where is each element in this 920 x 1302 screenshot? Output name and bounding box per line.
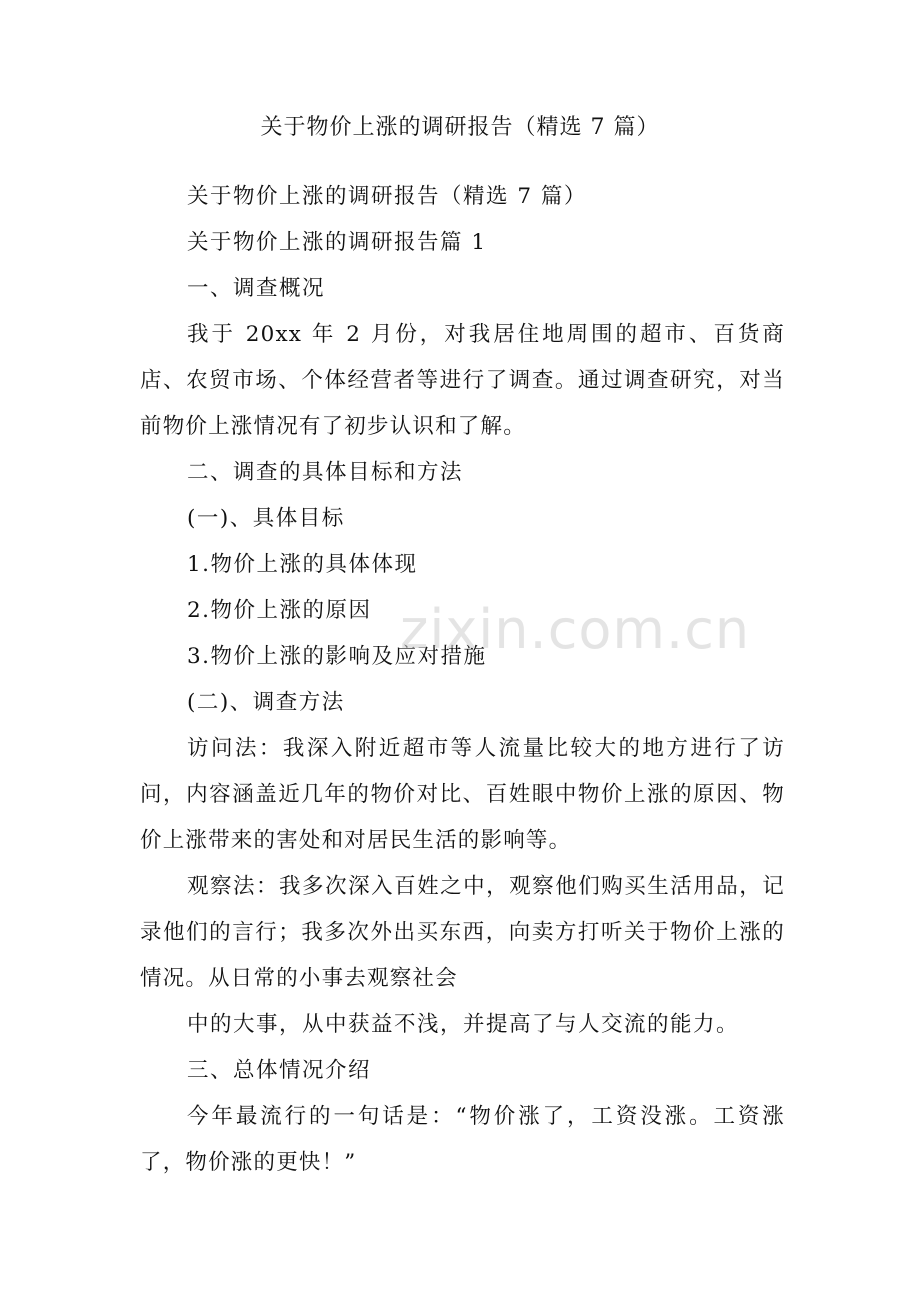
subsection-heading-goals: (一)、具体目标 <box>187 506 345 531</box>
subsection-heading-methods: (二)、调查方法 <box>187 690 345 715</box>
section-heading-overview: 一、调查概况 <box>187 276 326 301</box>
paragraph-interview-method: 访问法：我深入附近超市等人流量比较大的地方进行了访问，内容涵盖近几年的物价对比、百姓眼中物价上涨的原因、物价上涨带来的害处和对居民生活的影响等。 <box>140 736 785 853</box>
section-heading-goals-methods: 二、调查的具体目标和方法 <box>187 460 464 485</box>
paragraph-overview: 我于 20xx 年 2 月份，对我居住地周围的超市、百货商店、农贸市场、个体经营者等进行了调查。通过调查研究，对当前物价上涨情况有了初步认识和了解。 <box>140 322 785 439</box>
document-body <box>140 174 785 1186</box>
paragraph-popular-saying: 今年最流行的一句话是：“物价涨了，工资没涨。工资涨了，物价涨的更快！” <box>140 1104 785 1175</box>
paragraph-subtitle: 关于物价上涨的调研报告（精选 7 篇） <box>187 184 587 209</box>
section-heading-general: 三、总体情况介绍 <box>187 1058 372 1083</box>
list-item-goal-2: 2.物价上涨的原因 <box>187 598 372 623</box>
list-item-goal-1: 1.物价上涨的具体体现 <box>187 552 418 577</box>
watermark: zixin.com.cn <box>400 598 751 661</box>
paragraph-observation-continued: 中的大事，从中获益不浅，并提高了与人交流的能力。 <box>187 1012 740 1037</box>
paragraph-chapter-heading: 关于物价上涨的调研报告篇 1 <box>187 230 487 255</box>
document-title: 关于物价上涨的调研报告（精选 7 篇） <box>260 115 660 140</box>
list-item-goal-3: 3.物价上涨的影响及应对措施 <box>187 644 487 669</box>
paragraph-observation-method: 观察法：我多次深入百姓之中，观察他们购买生活用品，记录他们的言行；我多次外出买东西，向卖方打听关于物价上涨的情况。从日常的小事去观察社会 <box>140 874 785 991</box>
